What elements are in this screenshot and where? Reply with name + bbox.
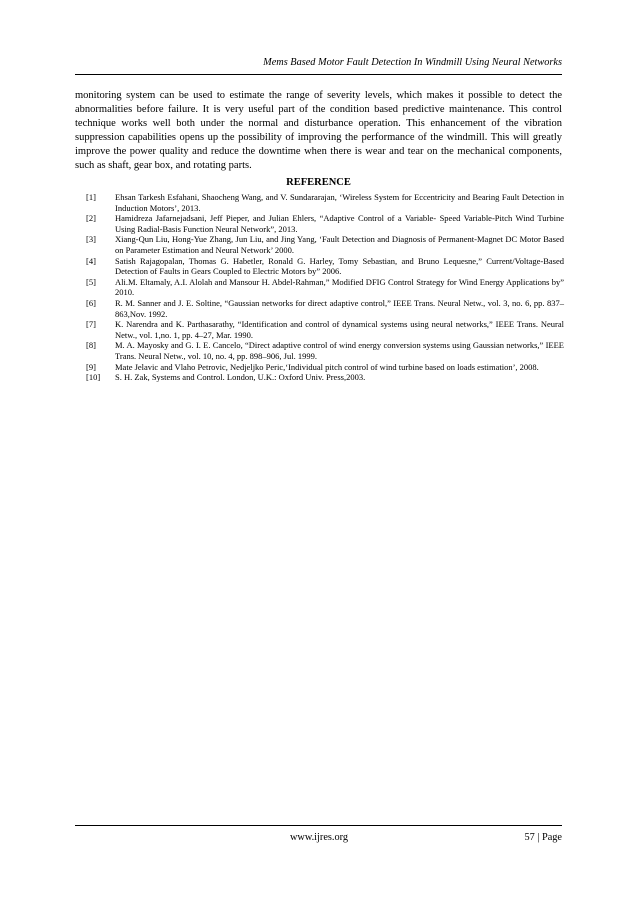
reference-item (86, 234, 564, 255)
reference-number: [8] (86, 340, 96, 351)
reference-number: [3] (86, 234, 96, 245)
footer-url[interactable]: www.ijres.org (289, 832, 349, 843)
reference-item (86, 372, 564, 383)
reference-item (86, 340, 564, 361)
reference-number: [1] (86, 192, 96, 202)
reference-item (86, 362, 564, 373)
reference-text: Hamidreza Jafarnejadsani, Jeff Pieper, and Julian Ehlers, “Adaptive Control of a Variable- Speed Variable-Pitch Wind Turbine Using Radial-Basis Function Neural Network”, 2013. (115, 213, 564, 234)
reference-item (86, 319, 564, 340)
reference-item (86, 192, 564, 213)
footer-rule (75, 825, 562, 826)
running-head: Mems Based Motor Fault Detection In Windmill Using Neural Networks (263, 57, 562, 68)
reference-number: [6] (86, 297, 96, 308)
reference-text: Mate Jelavic and Vlaho Petrovic, Nedjeljko Peric,‘Individual pitch control of wind turbine based on loads estimation’, 2008. (115, 361, 539, 372)
reference-text: Xiang-Qun Liu, Hong-Yue Zhang, Jun Liu, and Jing Yang, ‘Fault Detection and Diagnosis of Permanent-Magnet DC Motor Based on Parameter Estimation and Neural Network’ 2000. (115, 234, 564, 255)
reference-text: Satish Rajagopalan, Thomas G. Habetler, Ronald G. Harley, Tomy Sebastian, and Bruno Lequesne,” Current/Voltage-Based Detection of Faults in Gears Coupled to Electric Motors by” 2006. (115, 255, 564, 277)
reference-text: Ali.M. Eltamaly, A.I. Alolah and Mansour H. Abdel-Rahman,” Modified DFIG Control Strategy for Wind Energy Applications by” 2010. (115, 276, 564, 298)
header-rule (75, 74, 562, 75)
footer-page-number: 57 | Page (524, 832, 562, 843)
reference-number: [10] (86, 372, 101, 383)
reference-number: [4] (86, 255, 96, 266)
reference-number: [7] (86, 319, 96, 330)
reference-text: Ehsan Tarkesh Esfahani, Shaocheng Wang, and V. Sundararajan, ‘Wireless System for Eccentricity and Bearing Fault Detection in Induction Motors’, 2013. (115, 192, 564, 213)
reference-number: [2] (86, 213, 96, 224)
reference-item (86, 298, 564, 319)
reference-item (86, 256, 564, 277)
reference-text: R. M. Sanner and J. E. Soltine, “Gaussian networks for direct adaptive control,” IEEE Trans. Neural Netw., vol. 3, no. 6, pp. 837–863,Nov. 1992. (115, 297, 564, 319)
reference-text: S. H. Zak, Systems and Control. London, U.K.: Oxford Univ. Press,2003. (115, 372, 366, 383)
references-heading: REFERENCE (286, 177, 351, 188)
body-paragraph: monitoring system can be used to estimate the range of severity levels, which makes it possible to detect the abnormalities before failure. It is very useful part of the condition based predictive maintenance. This control technique works well both under the normal and disturbance operation. This enhancement of the vibration suppression capabilities opens up the possibility of improving the performance of the windmill. This will greatly improve the power quality and reduce the downtime when there is wear and tear on the mechanical components, such as shaft, gear box, and rotating parts. (75, 90, 562, 171)
reference-item (86, 277, 564, 298)
reference-text: K. Narendra and K. Parthasarathy, “Identification and control of dynamical systems using neural networks,” IEEE Trans. Neural Netw., vol. 1,no. 1, pp. 4–27, Mar. 1990. (115, 319, 564, 340)
reference-item (86, 213, 564, 234)
reference-number: [5] (86, 276, 96, 287)
reference-text: M. A. Mayosky and G. I. E. Cancelo, “Direct adaptive control of wind energy conversion systems using Gaussian networks,” IEEE Trans. Neural Netw., vol. 10, no. 4, pp. 898–906, Jul. 1999. (115, 340, 564, 361)
reference-list (86, 192, 564, 383)
reference-number: [9] (86, 361, 96, 372)
